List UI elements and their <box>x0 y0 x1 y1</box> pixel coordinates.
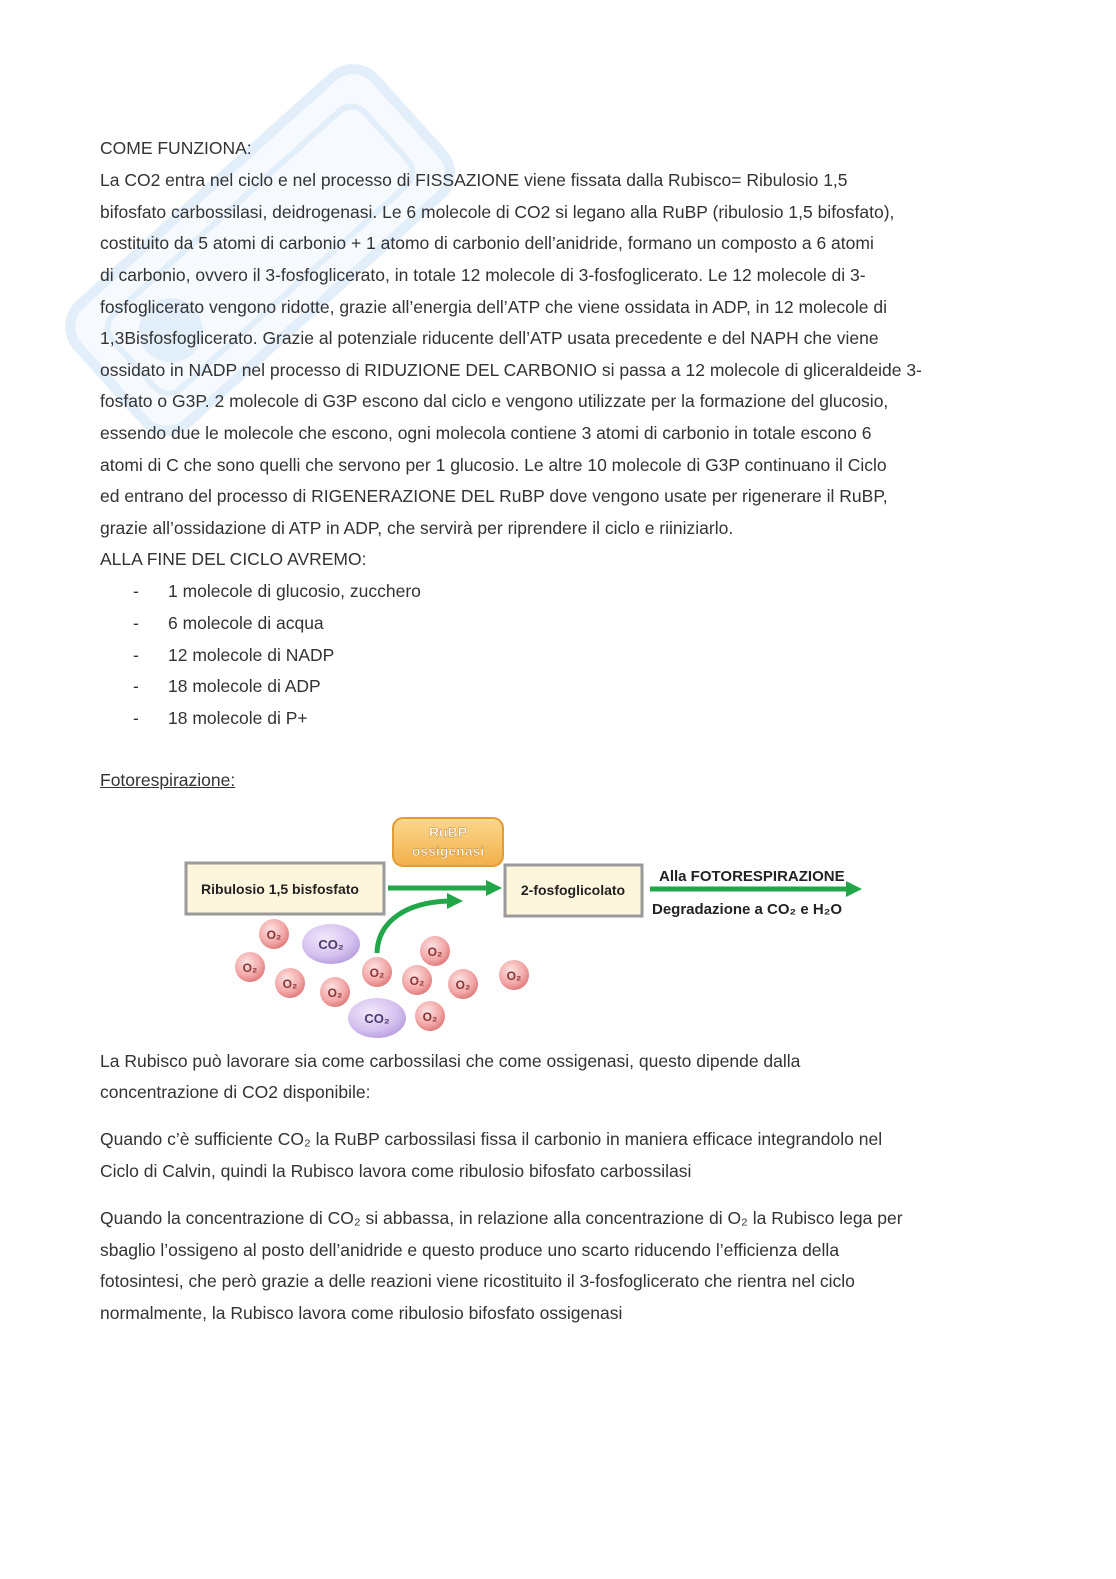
paragraph-line: Quando la concentrazione di CO₂ si abbassa, in relazione alla concentrazione di O₂ la Rubisco lega per <box>100 1208 903 1228</box>
paragraph-line: normalmente, la Rubisco lavora come ribulosio bifosfato ossigenasi <box>100 1303 623 1323</box>
paragraph-line: concentrazione di CO2 disponibile: <box>100 1082 371 1102</box>
o2-molecule <box>499 960 529 990</box>
oxygen-uptake-arrow <box>377 893 463 953</box>
enzyme-label-1: RuBP <box>428 824 468 840</box>
reaction-arrow <box>388 880 502 896</box>
paragraph-line: Quando c’è sufficiente CO₂ la RuBP carbossilasi fissa il carbonio in maniera efficace integrandolo nel <box>100 1129 883 1149</box>
intro-line: 1,3Bisfosfoglicerato. Grazie al potenziale riducente dell’ATP usata precedente e del NAPH che viene <box>100 328 879 348</box>
co2-molecule <box>302 924 360 964</box>
enzyme-box <box>393 818 503 866</box>
paragraph-line: fotosintesi, che però grazie a delle reazioni viene ricostituito il 3-fosfoglicerato che rientra nel ciclo <box>100 1271 855 1291</box>
intro-line: essendo due le molecole che escono, ogni molecola contiene 3 atomi di carbonio in totale escono 6 <box>100 423 872 443</box>
list-item-text: 6 molecole di acqua <box>168 613 324 633</box>
o2-label: O₂ <box>369 966 385 980</box>
o2-label: O₂ <box>455 978 471 992</box>
o2-molecule <box>362 957 392 987</box>
section-title: Fotorespirazione: <box>100 770 236 790</box>
intro-line: costituito da 5 atomi di carbonio + 1 atomo di carbonio dell’anidride, formano un composto a 6 atomi <box>100 233 874 253</box>
o2-molecule <box>402 965 432 995</box>
o2-label: O₂ <box>282 977 298 991</box>
bullet-dash: - <box>133 676 139 696</box>
o2-label: O₂ <box>422 1010 438 1024</box>
o2-label: O₂ <box>506 969 522 983</box>
intro-line: fosfoglicerato vengono ridotte, grazie all’energia dell’ATP che viene ossidata in ADP, in 12 molecole di <box>100 297 888 317</box>
paragraph-line: Ciclo di Calvin, quindi la Rubisco lavora come ribulosio bifosfato carbossilasi <box>100 1161 692 1181</box>
o2-label: O₂ <box>266 928 282 942</box>
bullet-dash: - <box>133 613 139 633</box>
intro-line: fosfato o G3P. 2 molecole di G3P escono dal ciclo e vengono utilizzate per la formazione del glucosio, <box>100 391 889 411</box>
paragraph-line: sbaglio l’ossigeno al posto dell’anidride e questo produce uno scarto riducendo l’efficienza della <box>100 1240 840 1260</box>
list-item-text: 18 molecole di P+ <box>168 708 308 728</box>
o2-label: O₂ <box>242 961 258 975</box>
product-label: 2-fosfoglicolato <box>520 882 626 898</box>
o2-molecule <box>420 936 450 966</box>
list-item-text: 1 molecole di glucosio, zucchero <box>168 581 421 601</box>
o2-molecule <box>320 977 350 1007</box>
co2-molecule <box>348 998 406 1038</box>
o2-molecule <box>275 968 305 998</box>
bullet-dash: - <box>133 645 139 665</box>
substrate-box <box>186 863 384 914</box>
o2-label: O₂ <box>427 945 443 959</box>
list-heading: ALLA FINE DEL CICLO AVREMO: <box>100 549 367 569</box>
intro-line: grazie all’ossidazione di ATP in ADP, che servirà per riprendere il ciclo e riiniziarlo. <box>100 518 734 538</box>
outcome-detail: Degradazione a CO₂ e H₂O <box>652 901 843 918</box>
enzyme-label-2: ossigenasi <box>411 843 485 859</box>
o2-molecule <box>235 952 265 982</box>
outcome-title: Alla FOTORESPIRAZIONE <box>659 868 845 885</box>
list-item-text: 18 molecole di ADP <box>168 676 321 696</box>
intro-line: La CO2 entra nel ciclo e nel processo di FISSAZIONE viene fissata dalla Rubisco= Ribulosio 1,5 <box>100 170 848 190</box>
substrate-label: Ribulosio 1,5 bisfosfato <box>201 881 359 897</box>
o2-molecule <box>448 969 478 999</box>
intro-line: ed entrano del processo di RIGENERAZIONE DEL RuBP dove vengono usate per rigenerare il RuBP, <box>100 486 888 506</box>
intro-line: atomi di C che sono quelli che servono per 1 glucosio. Le altre 10 molecole di G3P continuano il Ciclo <box>100 455 887 475</box>
intro-line: ossidato in NADP nel processo di RIDUZIONE DEL CARBONIO si passa a 12 molecole di gliceraldeide 3- <box>100 360 922 380</box>
intro-line: bifosfato carbossilasi, deidrogenasi. Le 6 molecole di CO2 si legano alla RuBP (ribulosio 1,5 bifosfato), <box>100 202 895 222</box>
co2-label: CO₂ <box>318 937 344 952</box>
o2-label: O₂ <box>327 986 343 1000</box>
photorespiration-diagram <box>0 800 1116 1050</box>
section-heading: COME FUNZIONA: <box>100 138 252 158</box>
o2-label: O₂ <box>409 974 425 988</box>
o2-molecule <box>259 919 289 949</box>
o2-molecule <box>415 1001 445 1031</box>
bullet-dash: - <box>133 581 139 601</box>
list-item-text: 12 molecole di NADP <box>168 645 335 665</box>
co2-label: CO₂ <box>364 1011 390 1026</box>
product-box <box>505 865 642 916</box>
intro-line: di carbonio, ovvero il 3-fosfoglicerato, in totale 12 molecole di 3-fosfoglicerato. Le 12 molecole di 3- <box>100 265 866 285</box>
paragraph-line: La Rubisco può lavorare sia come carbossilasi che come ossigenasi, questo dipende dalla <box>100 1051 801 1071</box>
bullet-dash: - <box>133 708 139 728</box>
